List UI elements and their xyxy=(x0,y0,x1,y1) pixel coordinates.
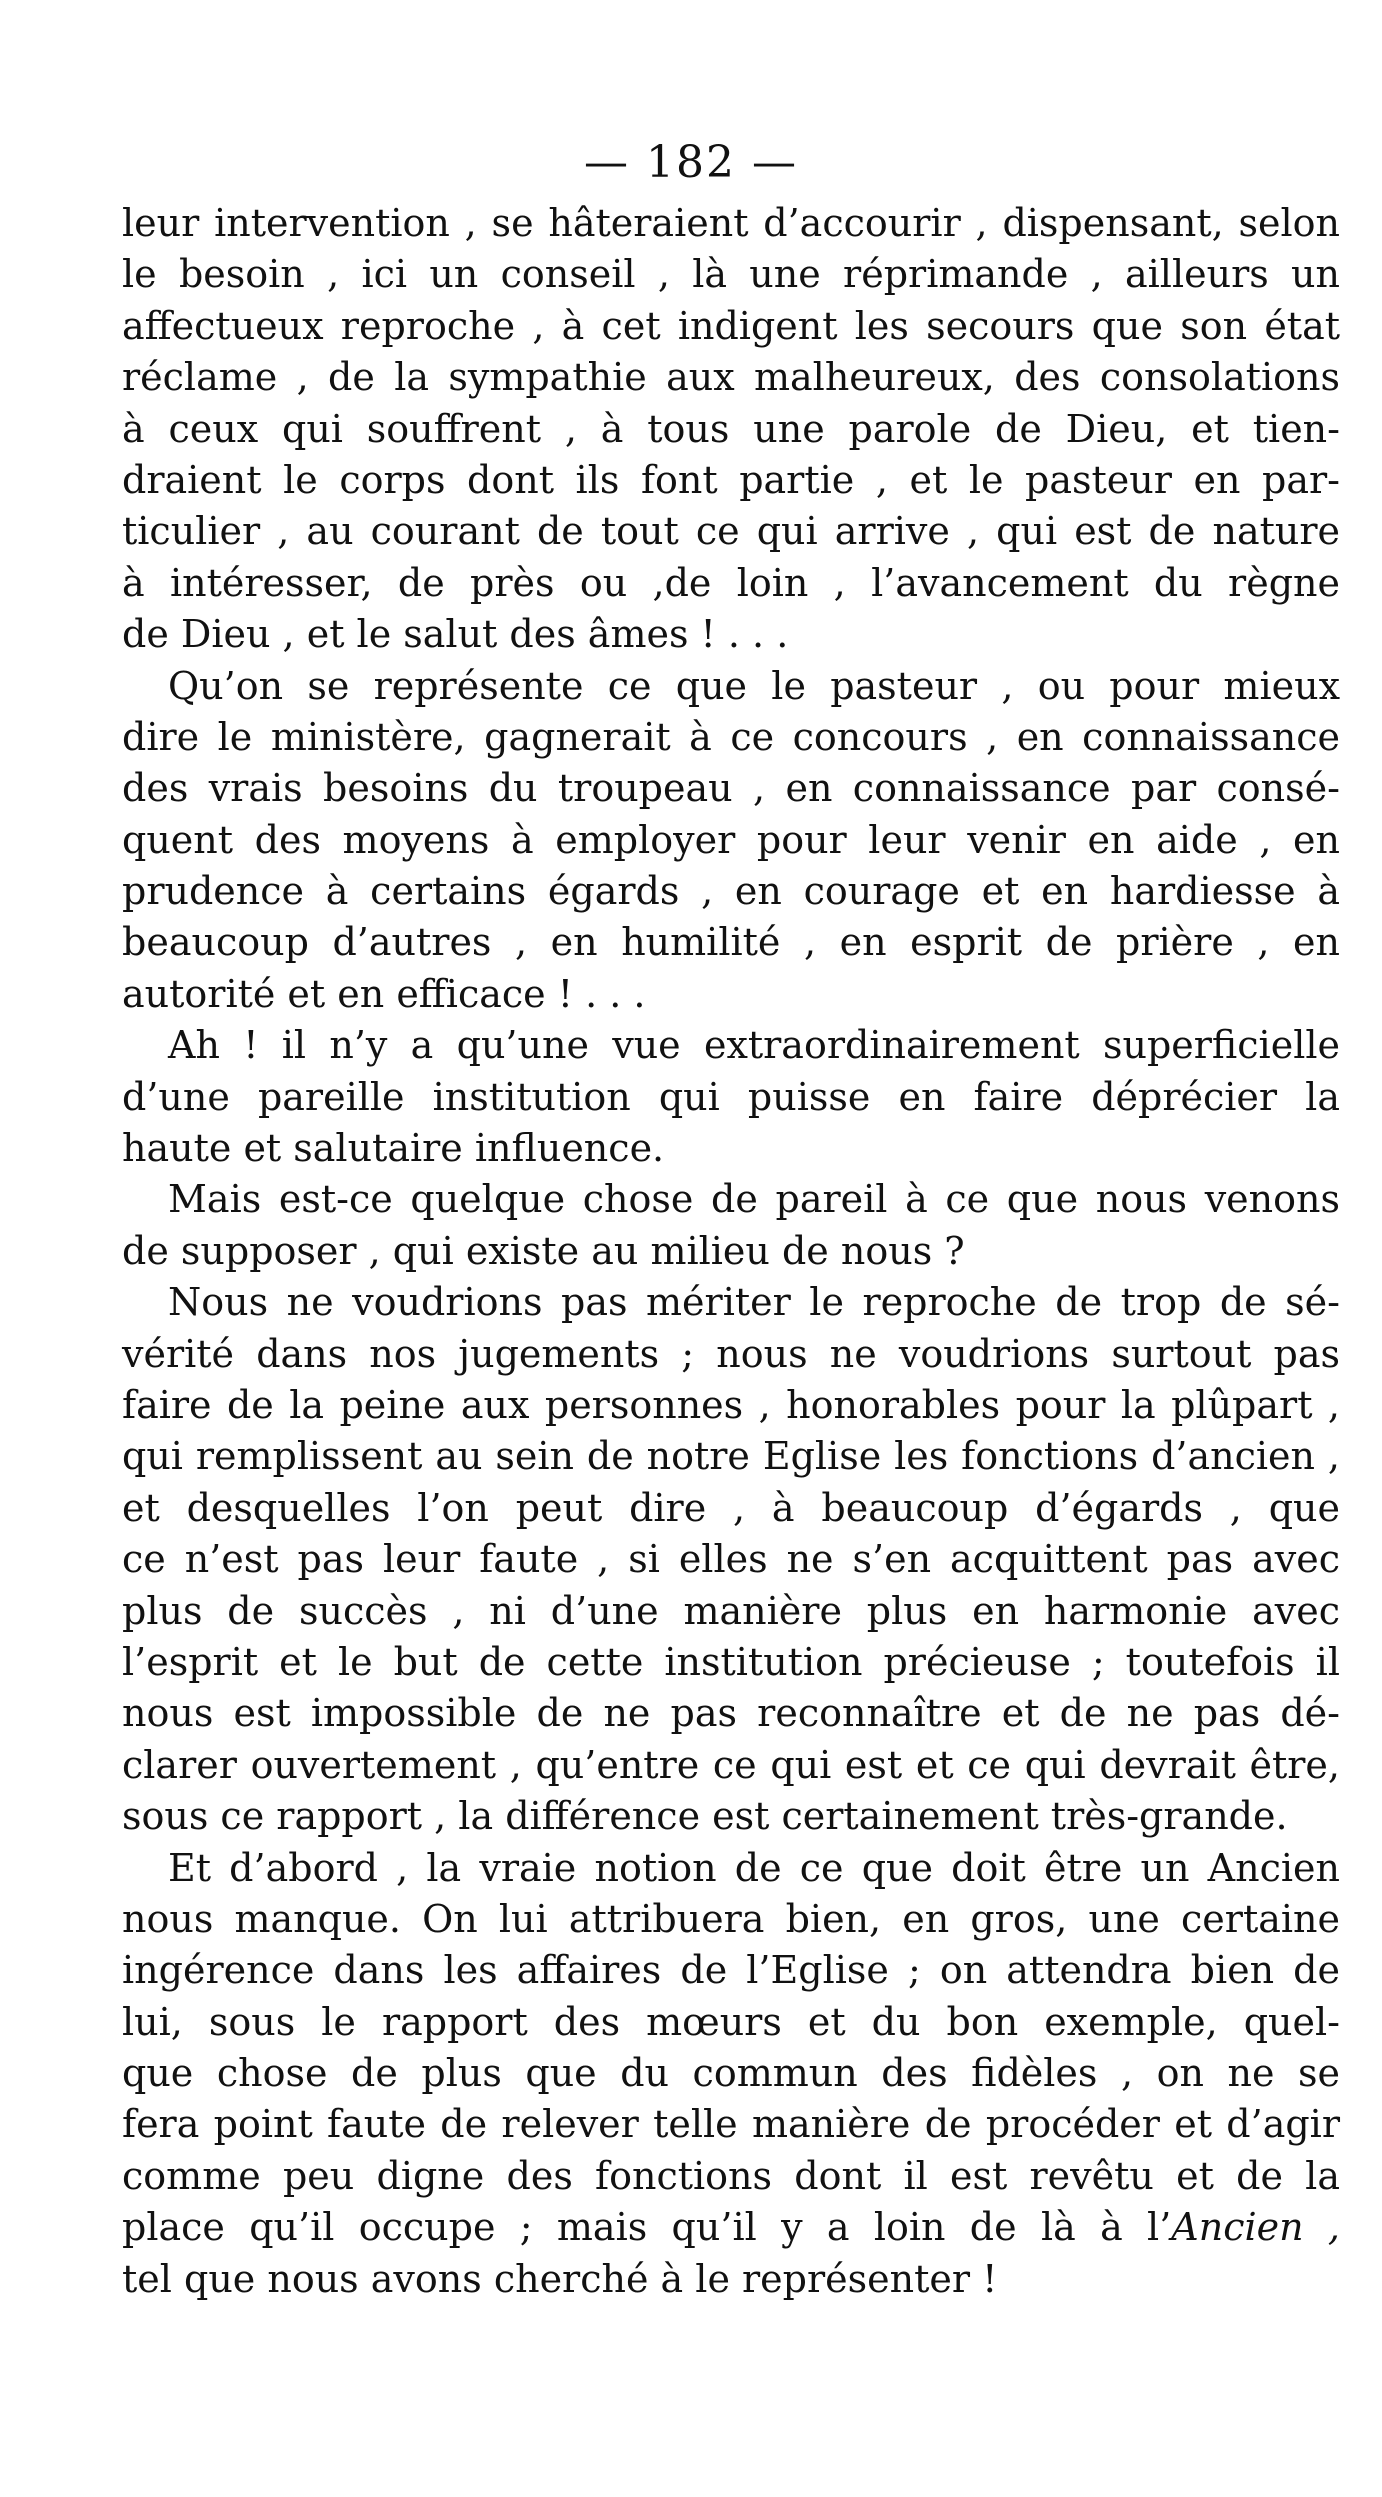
paragraph xyxy=(122,1174,1340,1277)
text-line: leur intervention , se hâteraient d’accourir , dispensant, selon xyxy=(122,201,1340,245)
text-line: Nous ne voudrions pas mériter le reproche de trop de sé- xyxy=(168,1280,1340,1325)
text-line: Ah ! il n’y a qu’une vue extraordinairement superficielle xyxy=(168,1023,1340,1068)
text-line xyxy=(122,2202,1340,2253)
text-line: autorité et en efficace ! . . . xyxy=(122,971,646,1016)
paragraph xyxy=(122,661,1340,1021)
text-line: nous est impossible de ne pas reconnaître et de ne pas dé- xyxy=(122,1691,1340,1736)
text-line: plus de succès , ni d’une manière plus en harmonie avec xyxy=(122,1588,1340,1633)
text-line: comme peu digne des fonctions dont il est revêtu et de la xyxy=(122,2153,1340,2198)
text-line: dire le ministère, gagnerait à ce concours , en connaissance xyxy=(122,714,1340,759)
text-line: et desquelles l’on peut dire , à beaucoup d’égards , que xyxy=(122,1485,1340,1530)
text-line: Et d’abord , la vraie notion de ce que doit être un Ancien xyxy=(168,1845,1340,1890)
paragraph xyxy=(122,1277,1340,1842)
text-line: nous manque. On lui attribuera bien, en gros, une certaine xyxy=(122,1896,1340,1941)
text-line: tel que nous avons cherché à le représenter ! xyxy=(122,2256,998,2301)
text-line: ce n’est pas leur faute , si elles ne s’en acquittent pas avec xyxy=(122,1537,1340,1582)
text-line: clarer ouvertement , qu’entre ce qui est et ce qui devrait être, xyxy=(122,1742,1340,1787)
text-line: ingérence dans les affaires de l’Eglise ; on attendra bien de xyxy=(122,1948,1340,1993)
text-line: prudence à certains égards , en courage et en hardiesse à xyxy=(122,869,1340,914)
text-line: beaucoup d’autres , en humilité , en esprit de prière , en xyxy=(122,920,1340,965)
text-line: à intéresser, de près ou ,de loin , l’avancement du règne xyxy=(122,560,1340,605)
body-text xyxy=(122,198,1340,2305)
text-line: de Dieu , et le salut des âmes ! . . . xyxy=(122,612,789,657)
text-line: quent des moyens à employer pour leur venir en aide , en xyxy=(122,817,1340,862)
italic-word: Ancien , xyxy=(1171,2205,1340,2250)
text-line: Qu’on se représente ce que le pasteur , ou pour mieux xyxy=(168,663,1340,708)
paragraph xyxy=(122,198,1340,661)
text-line: de supposer , qui existe au milieu de nous ? xyxy=(122,1228,965,1273)
paragraph xyxy=(122,1843,1340,2306)
text-line: lui, sous le rapport des mœurs et du bon exemple, quel- xyxy=(122,1999,1340,2044)
text-line: fera point faute de relever telle manière de procéder et d’agir xyxy=(122,2102,1340,2147)
page-number: — 182 — xyxy=(584,137,798,188)
paragraph xyxy=(122,1020,1340,1174)
text-line: sous ce rapport , la différence est certainement très-grande. xyxy=(122,1794,1288,1839)
text-line: qui remplissent au sein de notre Eglise les fonctions d’ancien , xyxy=(122,1434,1340,1479)
text-line: des vrais besoins du troupeau , en connaissance par consé- xyxy=(122,766,1340,811)
text-line: à ceux qui souffrent , à tous une parole de Dieu, et tien- xyxy=(122,406,1340,451)
text-line: faire de la peine aux personnes , honorables pour la plûpart , xyxy=(122,1382,1340,1427)
text-line: réclame , de la sympathie aux malheureux, des consolations xyxy=(122,355,1340,400)
text-line: l’esprit et le but de cette institution précieuse ; toutefois il xyxy=(122,1639,1340,1684)
text-line: affectueux reproche , à cet indigent les secours que son état xyxy=(122,303,1340,348)
text-line: d’une pareille institution qui puisse en faire déprécier la xyxy=(122,1074,1340,1119)
text-line: le besoin , ici un conseil , là une réprimande , ailleurs un xyxy=(122,252,1340,297)
text-line: draient le corps dont ils font partie , et le pasteur en par- xyxy=(122,457,1340,502)
text-line: ticulier , au courant de tout ce qui arrive , qui est de nature xyxy=(122,509,1340,554)
text-fragment: place qu’il occupe ; mais qu’il y a loin de là à l’ xyxy=(122,2205,1172,2250)
text-line: Mais est-ce quelque chose de pareil à ce que nous venons xyxy=(168,1177,1340,1222)
text-line: vérité dans nos jugements ; nous ne voudrions surtout pas xyxy=(122,1331,1340,1376)
text-line: que chose de plus que du commun des fidèles , on ne se xyxy=(122,2051,1340,2096)
text-line: haute et salutaire influence. xyxy=(122,1126,665,1171)
